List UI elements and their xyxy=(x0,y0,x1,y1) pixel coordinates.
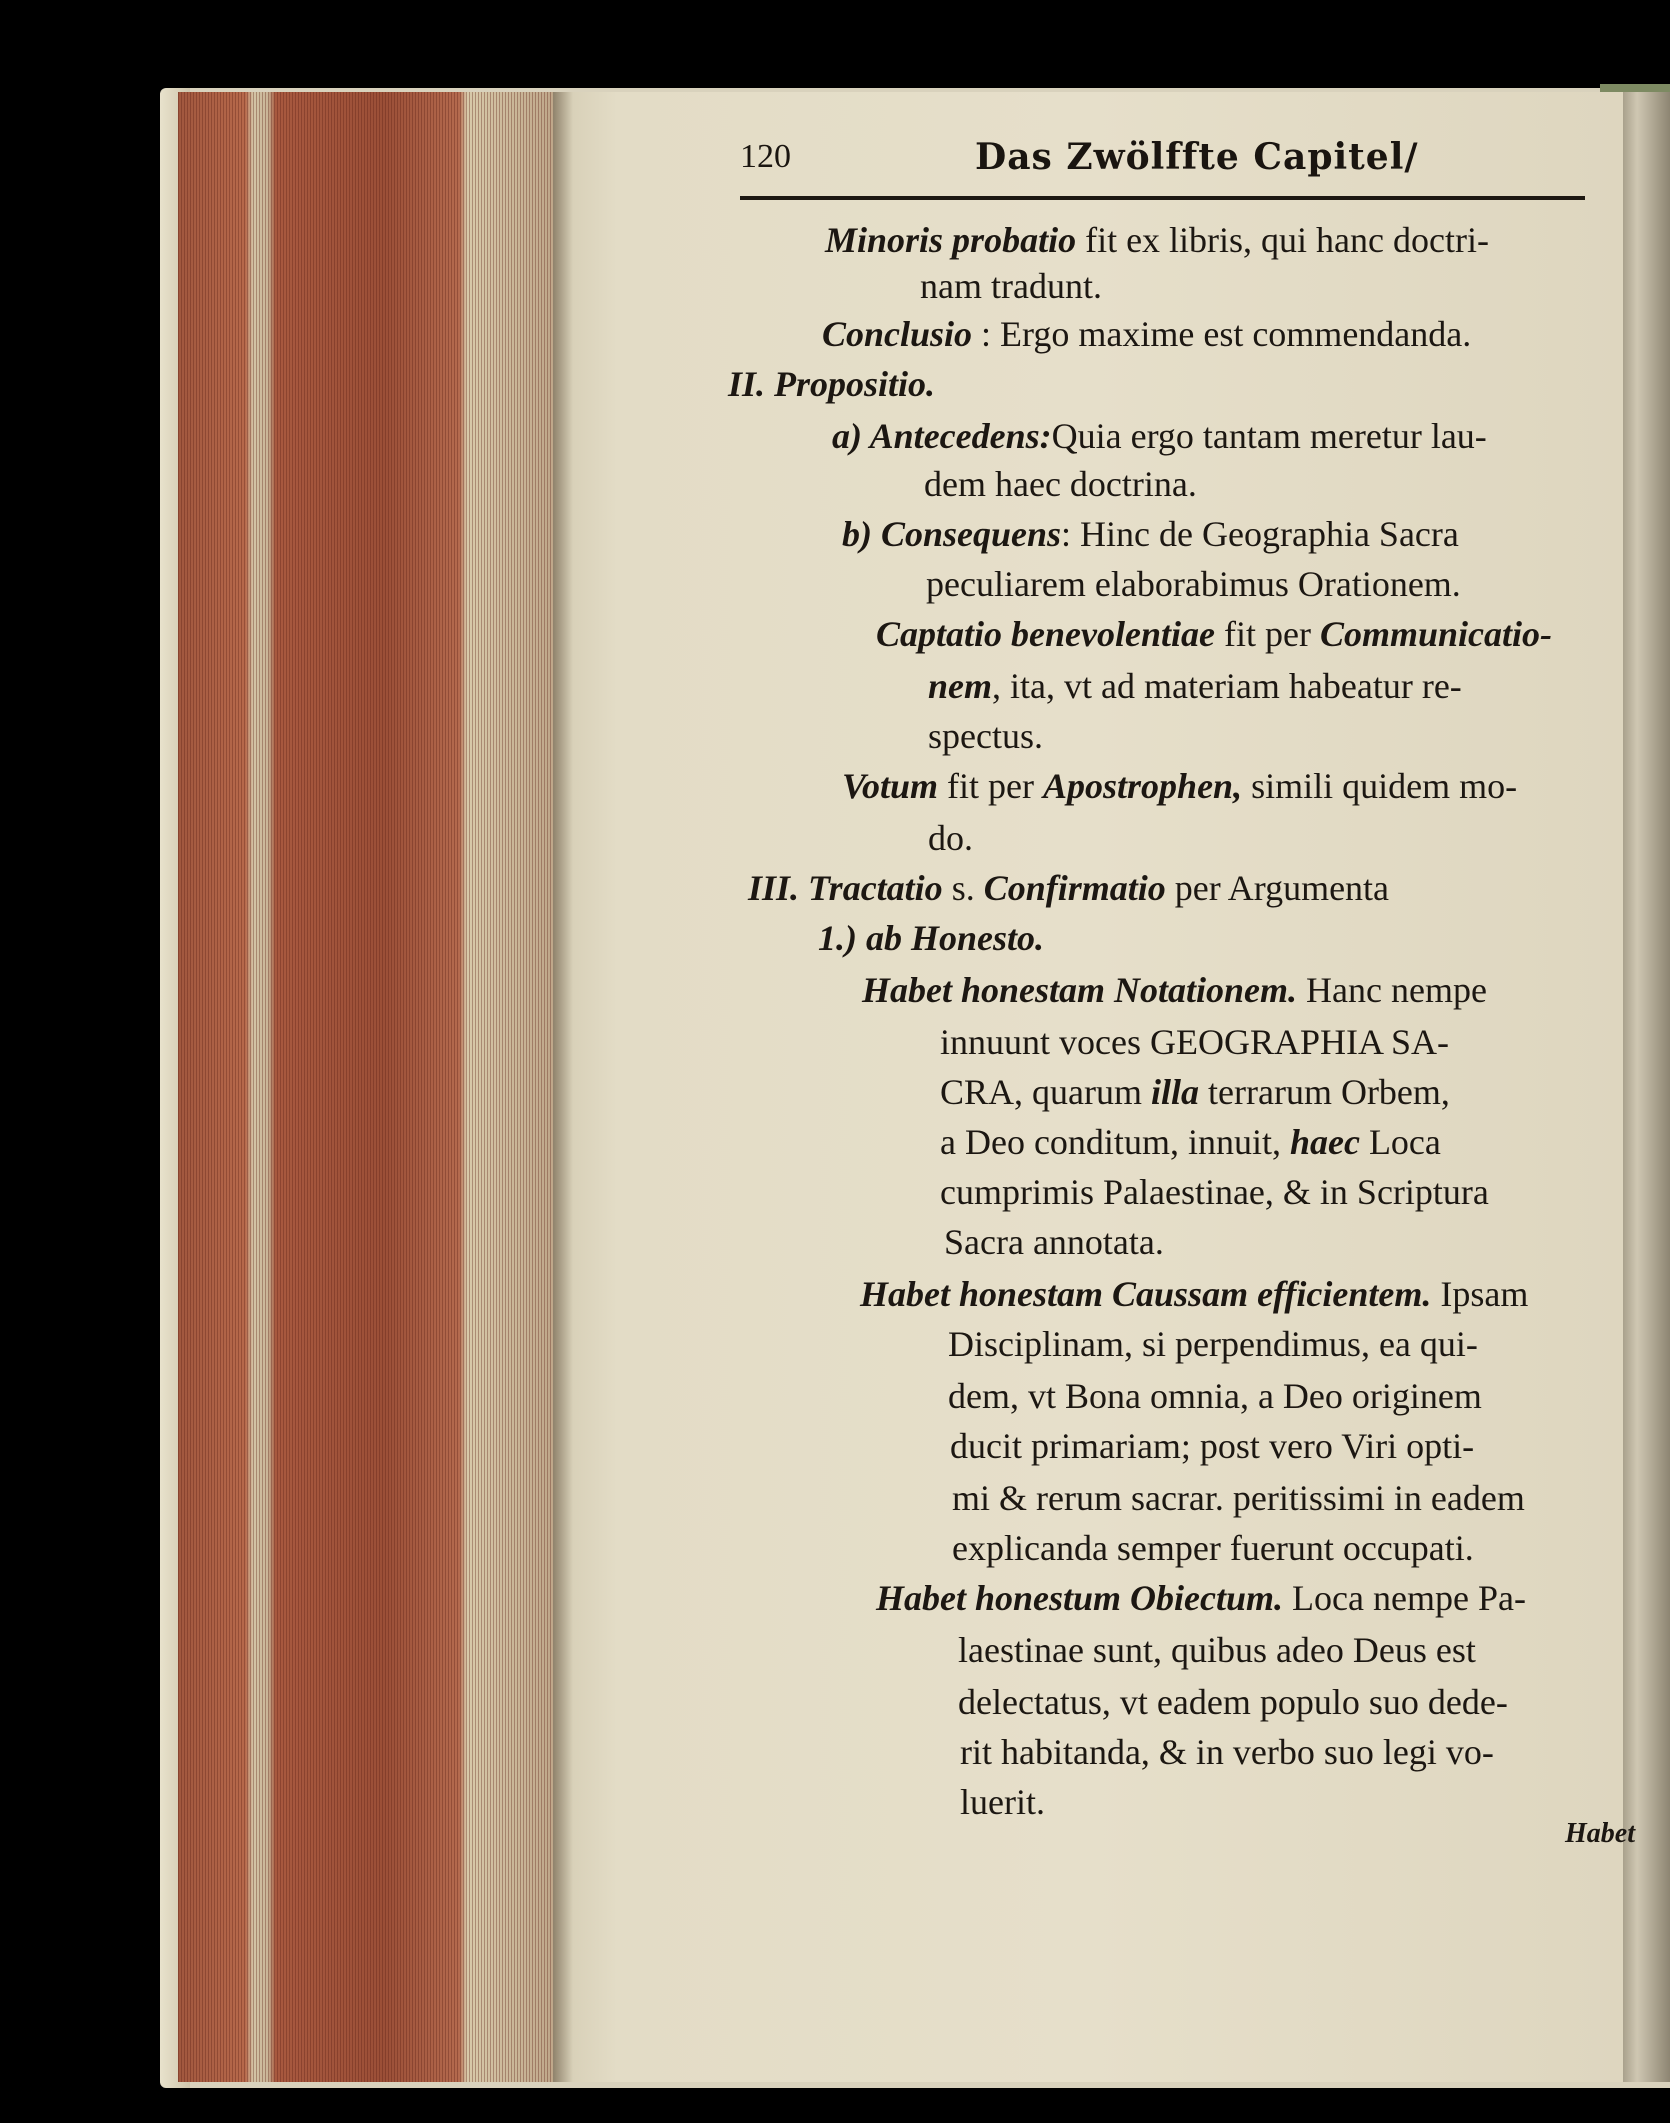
text-line: Habet honestam Caussam efficientem. Ipsam xyxy=(860,1274,1529,1314)
text-line: innuunt voces GEOGRAPHIA SA- xyxy=(940,1022,1449,1062)
text-line: Habet honestum Obiectum. Loca nempe Pa- xyxy=(876,1578,1526,1618)
text-line: mi & rerum sacrar. peritissimi in eadem xyxy=(952,1478,1525,1518)
text-line: rit habitanda, & in verbo suo legi vo- xyxy=(960,1732,1494,1772)
text-line: Sacra annotata. xyxy=(944,1222,1164,1262)
text-line: ducit primariam; post vero Viri opti- xyxy=(950,1426,1475,1466)
text-line: cumprimis Palaestinae, & in Scriptura xyxy=(940,1172,1489,1212)
catchword: Habet xyxy=(1565,1818,1635,1849)
text-line: spectus. xyxy=(928,716,1043,756)
text-line: Conclusio : Ergo maxime est commendanda. xyxy=(822,314,1472,354)
text-line: laestinae sunt, quibus adeo Deus est xyxy=(958,1630,1476,1670)
text-line: b) Consequens: Hinc de Geographia Sacra xyxy=(842,514,1459,554)
text-line: delectatus, vt eadem populo suo dede- xyxy=(958,1682,1508,1722)
text-line: 1.) ab Honesto. xyxy=(818,918,1045,958)
text-line: nem, ita, vt ad materiam habeatur re- xyxy=(928,666,1462,706)
text-line: explicanda semper fuerunt occupati. xyxy=(952,1528,1474,1568)
text-line: III. Tractatio s. Confirmatio per Argumenta xyxy=(748,868,1390,908)
text-line: nam tradunt. xyxy=(920,266,1102,306)
text-line: Habet honestam Notationem. Hanc nempe xyxy=(862,970,1487,1010)
text-line: luerit. xyxy=(960,1782,1045,1822)
text-line: dem haec doctrina. xyxy=(924,464,1197,504)
text-line: do. xyxy=(928,818,973,858)
text-line: Minoris probatio fit ex libris, qui hanc doctri- xyxy=(825,220,1489,260)
text-line: peculiarem elaborabimus Orationem. xyxy=(926,564,1461,604)
text-line: dem, vt Bona omnia, a Deo originem xyxy=(948,1376,1482,1416)
page-number: 120 xyxy=(740,138,791,175)
chapter-title: Das Zwölffte Capitel/ xyxy=(975,136,1419,178)
text-line: Votum fit per Apostrophen, simili quidem mo- xyxy=(842,766,1518,806)
text-line: CRA, quarum illa terrarum Orbem, xyxy=(940,1072,1450,1112)
text-line: Captatio benevolentiae fit per Communicatio- xyxy=(876,614,1552,654)
text-line: a Deo conditum, innuit, haec Loca xyxy=(940,1122,1441,1162)
text-line: II. Propositio. xyxy=(728,364,936,404)
text-line: Disciplinam, si perpendimus, ea qui- xyxy=(948,1324,1478,1364)
text-line: a) Antecedens:Quia ergo tantam meretur lau- xyxy=(832,416,1487,456)
